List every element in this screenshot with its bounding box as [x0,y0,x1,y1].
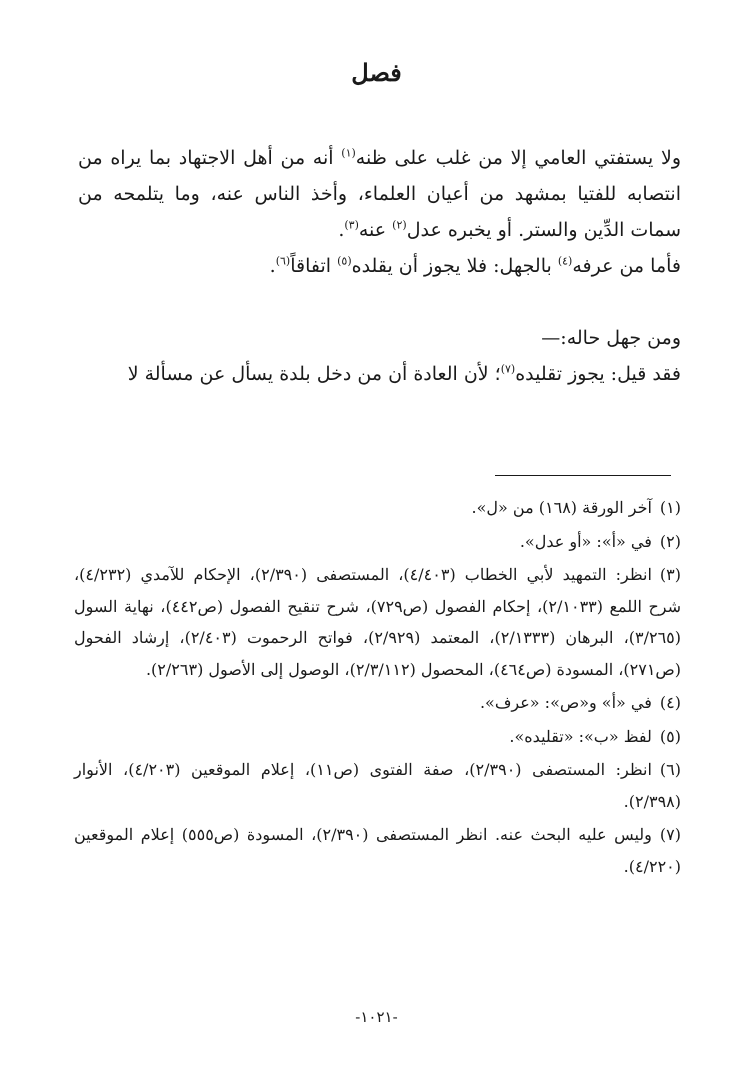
text-run: ؛ لأن العادة أن من دخل بلدة يسأل عن مسألة لا [127,363,501,385]
text-run: . [338,219,345,241]
footnote-number: (٦) [659,760,682,779]
main-text [78,140,681,392]
footnotes [74,492,681,884]
footnote-text: انظر: المستصفى (٢/٣٩٠)، صفة الفتوى (ص١١)، إعلام الموقعين (٤/٢٠٣)، الأنوار (٢/٣٩٨). [74,760,681,811]
text-run: فأما من عرفه [572,255,681,277]
footnote-2 [74,526,681,558]
footnote-marker-3[interactable]: (٣) [344,218,359,232]
footnote-marker-4[interactable]: (٤) [557,254,573,268]
page-number: -١٠٢١- [355,1008,398,1026]
footnote-text: انظر: التمهيد لأبي الخطاب (٤/٤٠٣)، المستصفى (٢/٣٩٠)، الإحكام للآمدي (٤/٢٣٢)، شرح اللمع (٢/١٠٣٣)، إحكام الفصول (ص٧٢٩)، شرح تنقيح الفصول (ص٤٤٢)، نهاية السول (٣/٢٦٥)، البرهان (٢/١٣٣٣)، المعتمد (٢/٩٢٩)، فواتح الرحموت (٢/٤٠٣)، إرشاد الفحول (ص٢٧١)، المسودة (ص٤٦٤)، المحصول (٢/٣/١١٢)، الوصول إلى الأصول (٢/٢٦٣). [74,565,682,679]
footnote-number: (٣) [659,565,682,584]
footnote-1 [74,492,681,524]
footnote-marker-1[interactable]: (١) [341,146,356,160]
text-run: اتفاقاً [290,255,338,277]
footnote-6 [74,754,681,817]
footnote-text: آخر الورقة (١٦٨) من «ل». [471,498,652,517]
footnote-text: لفظ «ب»: «تقليده». [509,726,652,746]
footnote-number: (٤) [659,693,681,712]
footnote-marker-2[interactable]: (٢) [392,218,407,232]
footnote-7 [74,819,681,882]
footnote-5 [74,721,681,753]
paragraph-4 [78,356,681,392]
footnote-number: (٧) [659,825,681,844]
text-run: فقد قيل: يجوز تقليده [515,363,681,385]
paragraph-3: ومن جهل حاله:— [541,327,681,349]
footnote-text: في «أ»: «أو عدل». [519,531,652,551]
footnote-marker-5[interactable]: (٥) [337,254,352,268]
footnote-number: (٥) [659,726,681,746]
paragraph-1 [78,140,681,248]
footnote-number: (١) [659,498,681,517]
section-title: فصل [351,58,402,87]
text-run: بالجهل: فلا يجوز أن يقلده [351,255,558,277]
footnote-3 [74,559,681,685]
footnote-separator [495,475,671,476]
footnote-marker-6[interactable]: (٦) [275,254,291,268]
paragraph-2 [78,248,681,284]
text-run: ولا يستفتي العامي إلا من غلب على ظنه [355,147,681,169]
footnote-text: في «أ» و«ص»: «عرف». [479,693,652,712]
footnote-text: وليس عليه البحث عنه. انظر المستصفى (٢/٣٩٠)، المسودة (ص٥٥٥) إعلام الموقعين (٤/٢٢٠). [74,825,681,876]
footnote-number: (٢) [659,531,681,551]
text-run: عنه [358,219,393,241]
footnote-4 [74,687,681,719]
text-run: . [269,255,276,277]
text-run: أنه من أهل الاجتهاد بما يراه من انتصابه للفتيا بمشهد من أعيان العلماء، وأخذ الناس عنه، وما يتلمحه من سمات الدِّين والستر. أو يخبره عدل [78,147,681,241]
footnote-marker-7[interactable]: (٧) [500,362,516,376]
